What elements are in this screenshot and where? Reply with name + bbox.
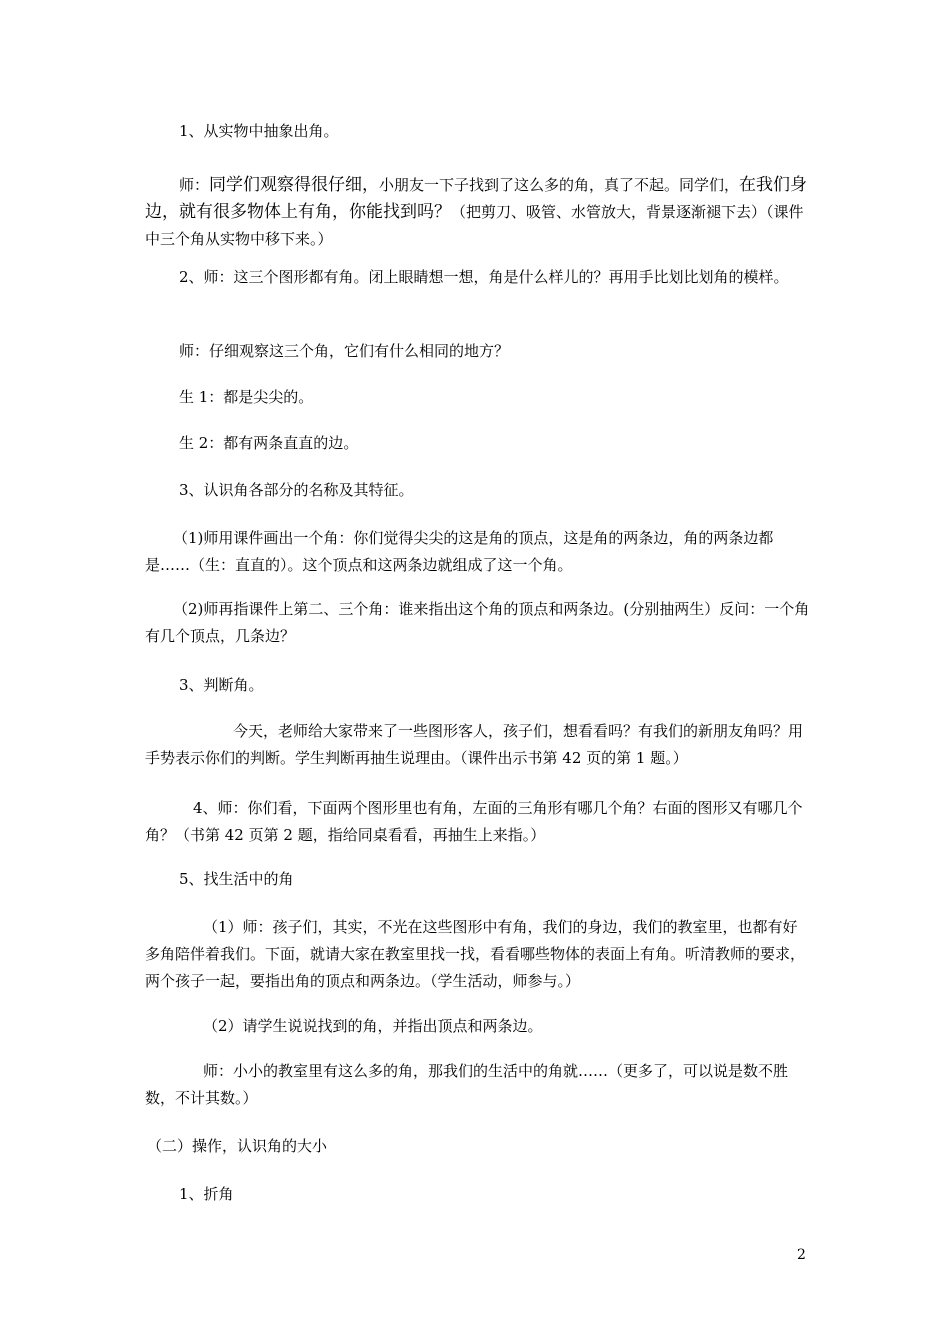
paragraph-6: 生 2：都有两条直直的边。 <box>179 434 359 452</box>
paragraph-18: 1、折角 <box>179 1185 234 1203</box>
paragraph-4: 师：仔细观察这三个角，它们有什么相同的地方？ <box>179 342 510 360</box>
paragraph-2-rest2: （把剪刀、吸管、水管放大，背景逐渐褪下去）（课件中三个角从实物中移下来。） <box>145 203 804 248</box>
paragraph-1: 1、从实物中抽象出角。 <box>179 122 339 140</box>
paragraph-8: （1)师用课件画出一个角：你们觉得尖尖的这是角的顶点，这是角的两条边，角的两条边都是……（生：直直的）。这个顶点和这两条边就组成了这一个角。 <box>145 529 774 574</box>
paragraph-17: （二）操作，认识角的大小 <box>147 1137 328 1155</box>
paragraph-11: 今天，老师给大家带来了一些图形客人，孩子们，想看看吗？有我们的新朋友角吗？用手势表示你们的判断。学生判断再抽生说理由。（课件出示书第 42 页的第 1 题。） <box>145 722 804 767</box>
paragraph-9: （2)师再指课件上第二、三个角：谁来指出这个角的顶点和两条边。(分别抽两生）反问：一个角有几个顶点，几条边？ <box>145 600 810 645</box>
paragraph-2 <box>145 172 810 253</box>
paragraph-5: 生 1：都是尖尖的。 <box>179 388 314 406</box>
paragraph-13: 5、找生活中的角 <box>179 870 294 888</box>
paragraph-16: 师：小小的教室里有这么多的角，那我们的生活中的角就……（更多了，可以说是数不胜数，不计其数。） <box>145 1062 789 1107</box>
paragraph-2-large: 同学们观察得很仔细， <box>209 175 380 195</box>
paragraph-15: （2）请学生说说找到的角，并指出顶点和两条边。 <box>203 1017 543 1035</box>
paragraph-2-lead: 师： <box>179 176 210 194</box>
paragraph-10: 3、判断角。 <box>179 676 264 694</box>
paragraph-12: 4、师：你们看，下面两个图形里也有角，左面的三角形有哪几个角？右面的图形又有哪几个角？（书第 42 页第 2 题，指给同桌看看，再抽生上来指。） <box>145 799 803 844</box>
paragraph-3: 2、师：这三个图形都有角。闭上眼睛想一想，角是什么样儿的？再用手比划比划角的模样。 <box>179 268 789 286</box>
paragraph-7: 3、认识角各部分的名称及其特征。 <box>179 481 414 499</box>
paragraph-14: （1）师：孩子们，其实，不光在这些图形中有角，我们的身边，我们的教室里，也都有好多角陪伴着我们。下面，就请大家在教室里找一找，看看哪些物体的表面上有角。听清教师的要求，两个孩子一起，要指出角的顶点和两条边。（学生活动，师参与。） <box>145 918 806 990</box>
page-number: 2 <box>797 1247 806 1263</box>
paragraph-2-large2: 在我们身边，就有很多物体上有角，你能找到吗？ <box>145 175 808 222</box>
paragraph-2-rest1: 小朋友一下子找到了这么多的角，真了不起。同学们， <box>379 176 740 194</box>
